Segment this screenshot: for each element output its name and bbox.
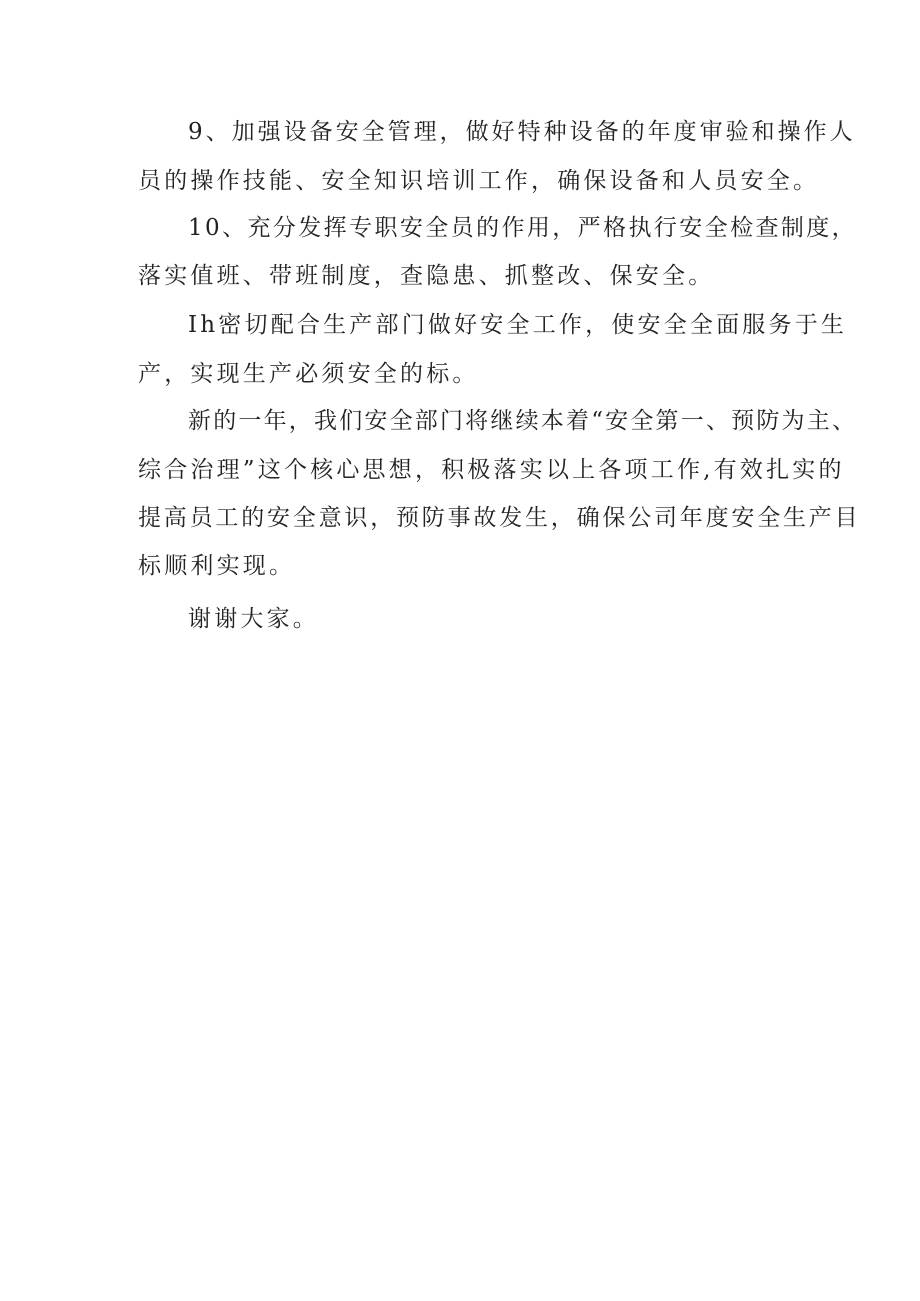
paragraph-4-line-2: 综合治理”这个核心思想，积极落实以上各项工作,有效扎实的 bbox=[138, 457, 845, 483]
paragraph-4-line-4: 标顺利实现。 bbox=[138, 553, 296, 579]
paragraph-3-line-2: 产，实现生产必须安全的标。 bbox=[138, 361, 479, 387]
paragraph-4-line-3: 提高员工的安全意识，预防事故发生，确保公司年度安全生产目 bbox=[138, 505, 861, 531]
paragraph-4-line-1: 新的一年，我们安全部门将继续本着“安全第一、预防为主、 bbox=[188, 408, 858, 434]
paragraph-5-line-1: 谢谢大家。 bbox=[188, 606, 319, 632]
paragraph-1-line-1: 9、加强设备安全管理，做好特种设备的年度审验和操作人 bbox=[188, 119, 856, 145]
paragraph-2-line-2: 落实值班、带班制度，查隐患、抓整改、保安全。 bbox=[138, 263, 715, 289]
paragraph-3-line-1: Ih密切配合生产部门做好安全工作，使安全全面服务于生 bbox=[188, 312, 848, 338]
paragraph-2-line-1: 10、充分发挥专职安全员的作用，严格执行安全检查制度， bbox=[188, 215, 858, 241]
paragraph-1-line-2: 员的操作技能、安全知识培训工作，确保设备和人员安全。 bbox=[138, 168, 820, 194]
